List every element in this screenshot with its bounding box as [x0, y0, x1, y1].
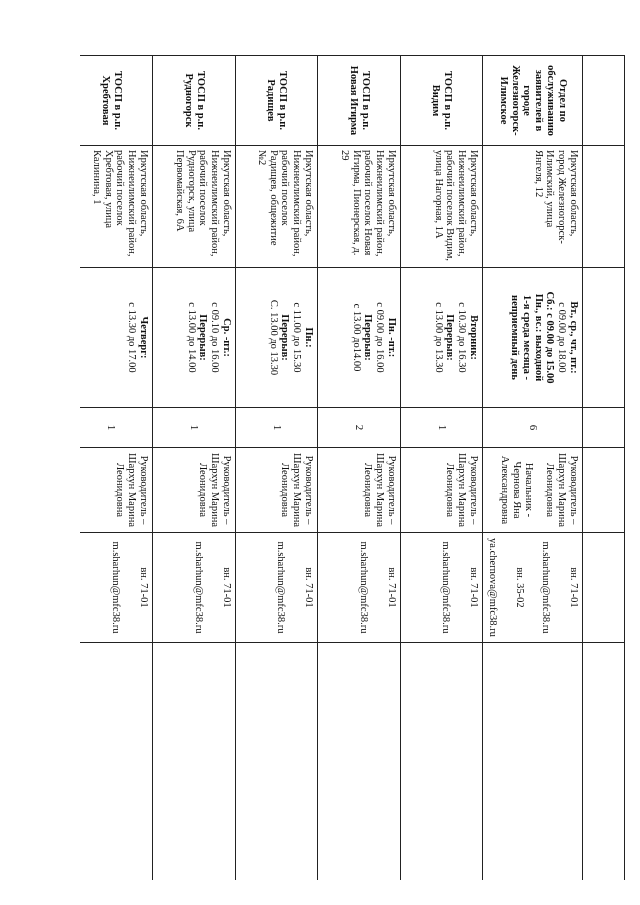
schedule-line: Пн., вс.: выходной	[532, 293, 544, 382]
staff-count-cell: 1	[401, 408, 483, 448]
address-cell: Иркутская область, Нижнеилимский район, рабочий поселок Хребтовая, улица Калинина, 1	[80, 146, 153, 268]
address-cell: Иркутская область, город Железногорск-Илимский, улица Янгеля, 12	[483, 146, 583, 268]
schedule-cell	[318, 268, 401, 408]
schedule-line: Ср. -пт.:	[221, 318, 232, 357]
schedule-line: Вторник:	[468, 315, 479, 360]
blank-cell	[80, 643, 153, 881]
schedule-line: Сб.: с 09.00 до 15.00	[544, 291, 556, 384]
phone-email-cell	[401, 533, 483, 643]
phone-email-cell	[318, 533, 401, 643]
contact-entry	[110, 537, 150, 638]
staff-count-cell: 1	[153, 408, 236, 448]
phone-extension: вн. 35-02	[514, 567, 526, 608]
staff-count-cell: 1	[80, 408, 153, 448]
staff-count-cell: 1	[236, 408, 318, 448]
contact-person: Начальник - Чернова Яна Александровна	[499, 455, 534, 525]
contact-entry	[486, 537, 526, 638]
email-address[interactable]: m.sharhun@mfc38.ru	[110, 541, 122, 634]
contact-person: Руководитель – Шархун Марина Леонидовна	[544, 453, 579, 527]
phone-extension: вн. 71-01	[386, 567, 397, 608]
blank-cell	[583, 408, 625, 448]
phone-extension: вн. 71-01	[568, 567, 579, 608]
phone-email-cell	[483, 533, 583, 643]
contact-person-cell	[236, 448, 318, 533]
email-address[interactable]: m.sharhun@mfc38.ru	[540, 541, 552, 634]
blank-cell	[401, 643, 483, 881]
table-row	[318, 56, 401, 881]
contact-person: Руководитель – Шархун Марина Леонидовна	[114, 453, 149, 527]
contact-person: Руководитель – Шархун Марина Леонидовна	[279, 453, 314, 527]
table-body	[80, 56, 625, 881]
address-cell: Иркутская область, Нижнеилимский район, рабочий поселок Радищев, общежитие №2	[236, 146, 318, 268]
table-row	[153, 56, 236, 881]
address-cell: Иркутская область, Нижнеилимский район, рабочий поселок Рудногорск, улица Первомайская, 6А	[153, 146, 236, 268]
schedule-line: с 09.00 до 16.00	[374, 302, 386, 373]
schedule-line: Четверг:	[138, 316, 149, 359]
schedule-line: Перерыв:	[279, 314, 291, 361]
blank-cell	[583, 643, 625, 881]
schedule-line: с 13.00 до 13.30	[432, 302, 444, 373]
table-row	[401, 56, 483, 881]
schedule-line: С. 13.00 до 13.30	[267, 299, 279, 376]
schedule-cell	[236, 268, 318, 408]
staff-count-cell: 6	[483, 408, 583, 448]
contact-person-cell	[318, 448, 401, 533]
blank-cell	[583, 533, 625, 643]
contact-person-cell	[483, 448, 583, 533]
rotated-table-frame	[80, 55, 625, 880]
office-name-cell: ТОСП в р.п. Видим	[401, 56, 483, 146]
table-row	[236, 56, 318, 881]
schedule-line: Вт., ср., чт., пт.:	[568, 301, 579, 374]
office-name-cell: ТОСП в р.п. Радищев	[236, 56, 318, 146]
schedule-line: с 10.30 до 16.30	[456, 302, 468, 373]
contact-person: Руководитель – Шархун Марина Леонидовна	[444, 453, 479, 527]
schedule-cell	[483, 268, 583, 408]
contact-entry	[358, 537, 398, 638]
schedule-line: с 09.00 до 18.00	[556, 302, 568, 373]
schedule-line: Пн. -пт.:	[386, 317, 397, 358]
phone-email-cell	[236, 533, 318, 643]
table-row	[80, 56, 153, 881]
schedule-cell	[153, 268, 236, 408]
blank-cell	[583, 146, 625, 268]
schedule-line: с 09.10 до 16.00	[209, 302, 221, 373]
office-name-cell: Отдел по обслуживанию заявителей в городе Железногорск-Илимское	[483, 56, 583, 146]
schedule-line: 1-я среда месяца - неприемный день	[509, 295, 532, 380]
email-address[interactable]: m.sharhun@mfc38.ru	[358, 541, 370, 634]
contact-person-cell	[153, 448, 236, 533]
contact-person: Руководитель – Шархун Марина Леонидовна	[362, 453, 397, 527]
schedule-line: с 11.00 до 15.30	[291, 302, 303, 373]
schedule-line: с 13.00 до 14.00	[185, 302, 197, 373]
email-address[interactable]: m.sharhun@mfc38.ru	[275, 541, 287, 634]
blank-cell	[583, 56, 625, 146]
email-address[interactable]: m.sharhun@mfc38.ru	[440, 541, 452, 634]
offices-table	[80, 55, 625, 880]
email-address[interactable]: m.sharhun@mfc38.ru	[193, 541, 205, 634]
phone-email-cell	[80, 533, 153, 643]
contact-entry	[275, 537, 315, 638]
schedule-line: Пн.:	[303, 327, 314, 348]
schedule-cell	[401, 268, 483, 408]
phone-extension: вн. 71-01	[303, 567, 314, 608]
office-name-cell: ТОСП в р.п. Новая Игирма	[318, 56, 401, 146]
schedule-line: Перерыв:	[444, 314, 456, 361]
blank-cell	[318, 643, 401, 881]
schedule-line: с 13.30 до 17.00	[126, 302, 138, 373]
phone-extension: вн. 71-01	[138, 567, 149, 608]
phone-email-cell	[153, 533, 236, 643]
blank-cell	[583, 268, 625, 408]
office-name-cell: ТОСП в р.п. Рудногорск	[153, 56, 236, 146]
blank-cell	[483, 643, 583, 881]
contact-person-cell	[401, 448, 483, 533]
phone-extension: вн. 71-01	[468, 567, 479, 608]
schedule-line: с 13.00 до14.00	[350, 303, 362, 372]
contact-entry	[540, 537, 580, 638]
email-address[interactable]: ya.chernova@mfc38.ru	[486, 538, 498, 637]
blank-cell	[236, 643, 318, 881]
schedule-line: Перерыв:	[197, 314, 209, 361]
address-cell: Иркутская область, Нижнеилимский район, рабочий поселок Видим, улица Нагорная, 1А	[401, 146, 483, 268]
contact-person-cell	[80, 448, 153, 533]
table-row	[583, 56, 625, 881]
contact-entry	[440, 537, 480, 638]
contact-entry	[193, 537, 233, 638]
schedule-cell	[80, 268, 153, 408]
table-row	[483, 56, 583, 881]
blank-cell	[583, 448, 625, 533]
staff-count-cell: 2	[318, 408, 401, 448]
phone-extension: вн. 71-01	[221, 567, 232, 608]
office-name-cell: ТОСП в р.п. Хребтовая	[80, 56, 153, 146]
schedule-line: Перерыв:	[362, 314, 374, 361]
blank-cell	[153, 643, 236, 881]
address-cell: Иркутская область, Нижнеилимский район, рабочий поселок Новая Игирма, Пионерская, д. 29	[318, 146, 401, 268]
contact-person: Руководитель – Шархун Марина Леонидовна	[197, 453, 232, 527]
